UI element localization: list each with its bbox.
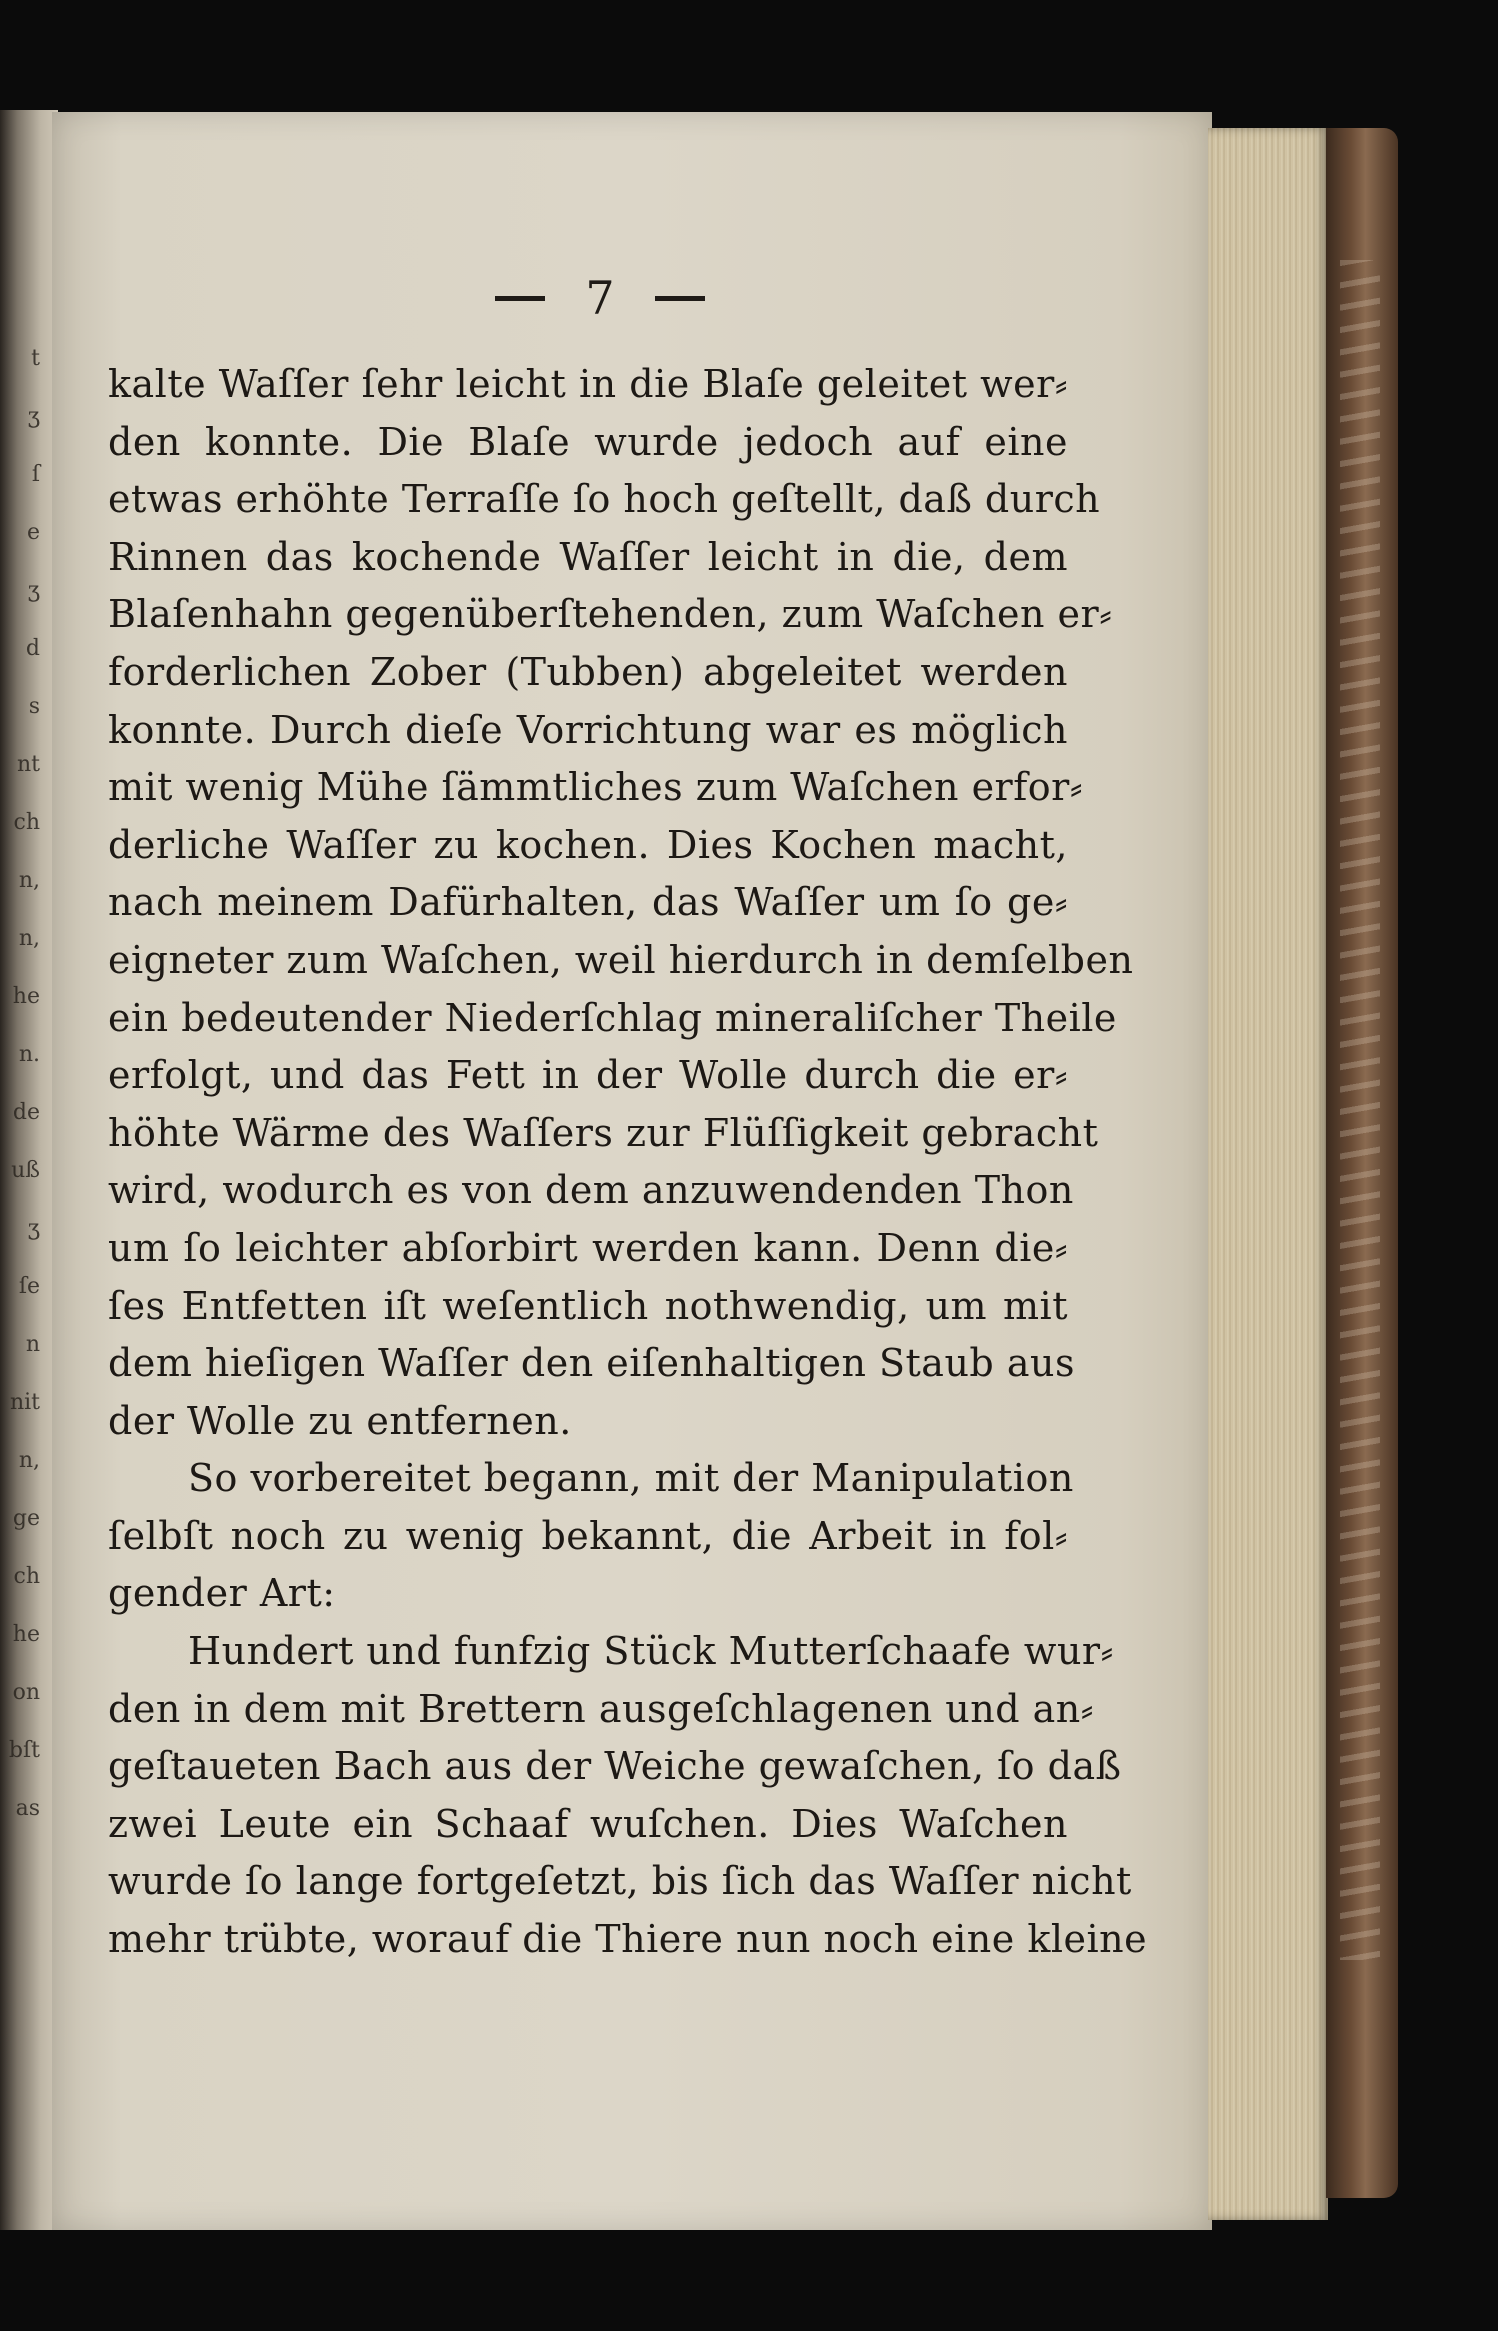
left-fragment: n,: [18, 868, 40, 893]
text-line: dem hieſigen Waſſer den eiſenhaltigen Staub aus: [108, 1341, 1075, 1386]
left-fragment: nt: [16, 752, 40, 777]
text-line: Blaſenhahn gegenüberſtehenden, zum Waſchen er⸗: [108, 592, 1113, 637]
left-fragment: bſt: [8, 1738, 40, 1763]
text-line: Hundert und funfzig Stück Mutterſchaafe wur⸗: [188, 1629, 1114, 1674]
page-number: 7: [585, 271, 615, 325]
left-fragment: nit: [9, 1390, 40, 1415]
left-fragment: he: [12, 1622, 40, 1647]
left-fragment: e: [26, 520, 40, 545]
text-line: eigneter zum Waſchen, weil hierdurch in demſelben: [108, 937, 1134, 982]
text-line: geſtaueten Bach aus der Weiche gewaſchen, ſo daß: [108, 1744, 1122, 1789]
text-line: derliche Waſſer zu kochen. Dies Kochen macht,: [108, 822, 1068, 867]
header-dash-left: [495, 296, 545, 301]
left-fragment: n,: [18, 1448, 40, 1473]
left-fragment: ſe: [18, 1274, 40, 1299]
text-line: wird, wodurch es von dem anzuwendenden Thon: [108, 1168, 1074, 1213]
left-fragment: t: [31, 346, 40, 371]
text-line: mehr trübte, worauf die Thiere nun noch eine kleine: [108, 1917, 1148, 1962]
left-fragment: ge: [12, 1506, 40, 1531]
left-fragment: ſ: [31, 462, 40, 487]
text-line: den konnte. Die Blaſe wurde jedoch auf eine: [108, 419, 1068, 464]
left-fragment: s: [28, 694, 40, 719]
header-dash-right: [655, 296, 705, 301]
text-line: der Wolle zu entfernen.: [108, 1398, 572, 1443]
left-fragment: uß: [11, 1158, 40, 1183]
text-line: mit wenig Mühe ſämmtliches zum Waſchen erfor⸗: [108, 765, 1083, 810]
text-line: So vorbereitet begann, mit der Manipulation: [188, 1456, 1074, 1501]
text-line: wurde ſo lange fortgeſetzt, bis ſich das Waſſer nicht: [108, 1859, 1132, 1904]
cover-marbling: [1340, 260, 1380, 1960]
left-fragment: n.: [18, 1042, 40, 1067]
left-fragment: as: [15, 1796, 40, 1821]
text-line: erfolgt, und das Fett in der Wolle durch die er⸗: [108, 1053, 1068, 1098]
left-fragment: ʒ: [27, 578, 40, 603]
text-line: ein bedeutender Niederſchlag mineraliſcher Theile: [108, 995, 1117, 1040]
left-fragment: n: [25, 1332, 40, 1357]
left-page-fragments: [0, 330, 44, 2010]
left-fragment: ʒ: [27, 1216, 40, 1241]
text-line: ſes Entfetten iſt weſentlich nothwendig, um mit: [108, 1283, 1068, 1328]
left-fragment: ch: [13, 810, 40, 835]
body-text: [108, 356, 1148, 1969]
left-fragment: he: [12, 984, 40, 1009]
text-line: etwas erhöhte Terraſſe ſo hoch geſtellt, daß durch: [108, 477, 1101, 522]
text-line: ſelbſt noch zu wenig bekannt, die Arbeit in fol⸗: [108, 1513, 1068, 1558]
left-fragment: n,: [18, 926, 40, 951]
left-fragment: on: [12, 1680, 40, 1705]
text-line: konnte. Durch dieſe Vorrichtung war es möglich: [108, 707, 1068, 752]
left-fragment: ch: [13, 1564, 40, 1589]
text-line: gender Art:: [108, 1571, 336, 1616]
text-line: Rinnen das kochende Waſſer leicht in die, dem: [108, 534, 1068, 579]
text-line: forderlichen Zober (Tubben) abgeleitet werden: [108, 649, 1068, 694]
left-fragment: ʒ: [27, 404, 40, 429]
text-line: zwei Leute ein Schaaf wuſchen. Dies Waſchen: [108, 1801, 1068, 1846]
text-line: höhte Wärme des Waſſers zur Flüſſigkeit gebracht: [108, 1110, 1099, 1155]
text-line: um ſo leichter abſorbirt werden kann. Denn die⸗: [108, 1225, 1068, 1270]
left-fragment: de: [12, 1100, 40, 1125]
text-line: nach meinem Dafürhalten, das Waſſer um ſo ge⸗: [108, 880, 1068, 925]
text-line: den in dem mit Brettern ausgeſchlagenen und an⸗: [108, 1686, 1094, 1731]
page-header: [420, 268, 780, 328]
page-stack-edge: [1208, 128, 1328, 2220]
text-line: kalte Waſſer ſehr leicht in die Blaſe geleitet wer⸗: [108, 362, 1068, 406]
left-fragment: d: [25, 636, 40, 661]
